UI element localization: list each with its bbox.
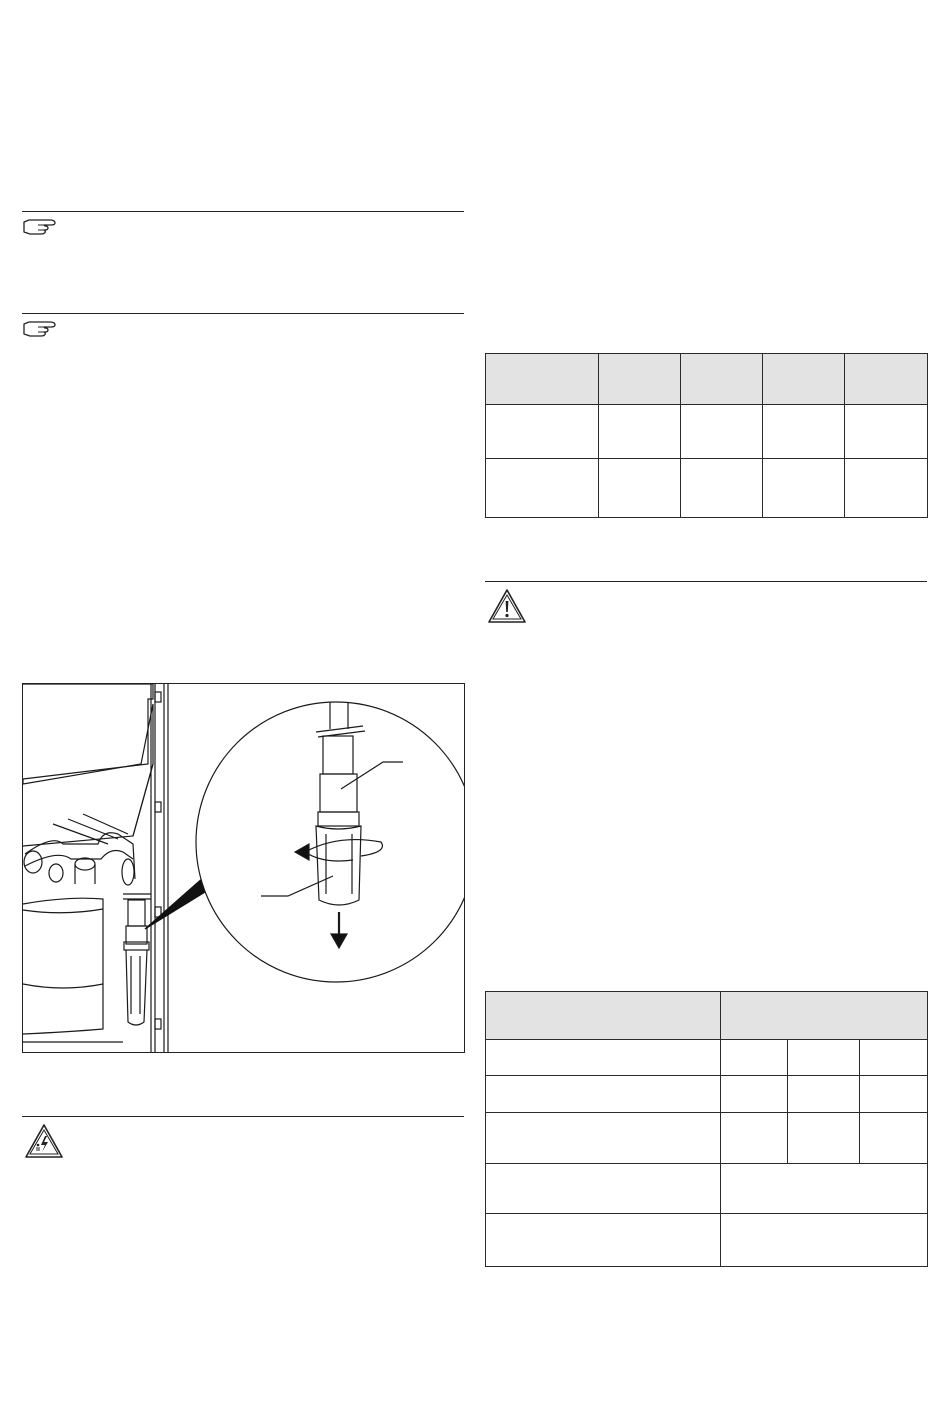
table-cell [763, 354, 845, 405]
table-cell [599, 459, 681, 518]
table-cell [486, 1164, 721, 1214]
table-cell [486, 459, 599, 518]
table-cell [486, 1076, 721, 1113]
table-cell [599, 405, 681, 459]
table-header-row [486, 992, 928, 1040]
table-cell [788, 1113, 860, 1164]
table-cell [721, 1214, 928, 1267]
spec-table-top [485, 353, 928, 518]
table-cell [721, 1164, 928, 1214]
table-cell [860, 1113, 928, 1164]
table-cell [486, 1214, 721, 1267]
spec-table-bottom [485, 991, 928, 1267]
table-cell [599, 354, 681, 405]
table-cell [721, 1040, 788, 1076]
technical-illustration [23, 684, 464, 1052]
table-row [486, 459, 928, 518]
table-cell [860, 1076, 928, 1113]
table-row [486, 1076, 928, 1113]
warning-triangle-icon [487, 588, 527, 629]
table-cell [788, 1076, 860, 1113]
table-cell [845, 459, 928, 518]
electrical-warning-block [22, 1116, 464, 1167]
electrical-hazard-icon [24, 1123, 64, 1164]
table-cell [721, 1113, 788, 1164]
table-cell [721, 992, 928, 1040]
table-cell [763, 405, 845, 459]
table-cell [486, 405, 599, 459]
table-cell [845, 354, 928, 405]
table-header-row [486, 354, 928, 405]
table-row [486, 1040, 928, 1076]
table-row [486, 1214, 928, 1267]
table-cell [486, 1113, 721, 1164]
table-cell [763, 459, 845, 518]
table-cell [721, 1076, 788, 1113]
table-cell [681, 405, 763, 459]
pointing-hand-icon [22, 217, 60, 240]
table-row [486, 405, 928, 459]
table-cell [681, 354, 763, 405]
table-row [486, 1113, 928, 1164]
table-cell [845, 405, 928, 459]
table-cell [788, 1040, 860, 1076]
table-cell [860, 1040, 928, 1076]
note-block-1 [22, 211, 464, 312]
table-cell [486, 992, 721, 1040]
filter-removal-figure [22, 683, 465, 1053]
table-cell [486, 1040, 721, 1076]
table-cell [486, 354, 599, 405]
table-row [486, 1164, 928, 1214]
pointing-hand-icon [22, 319, 60, 342]
table-cell [681, 459, 763, 518]
general-warning-block [485, 581, 927, 642]
note-block-2 [22, 313, 464, 374]
